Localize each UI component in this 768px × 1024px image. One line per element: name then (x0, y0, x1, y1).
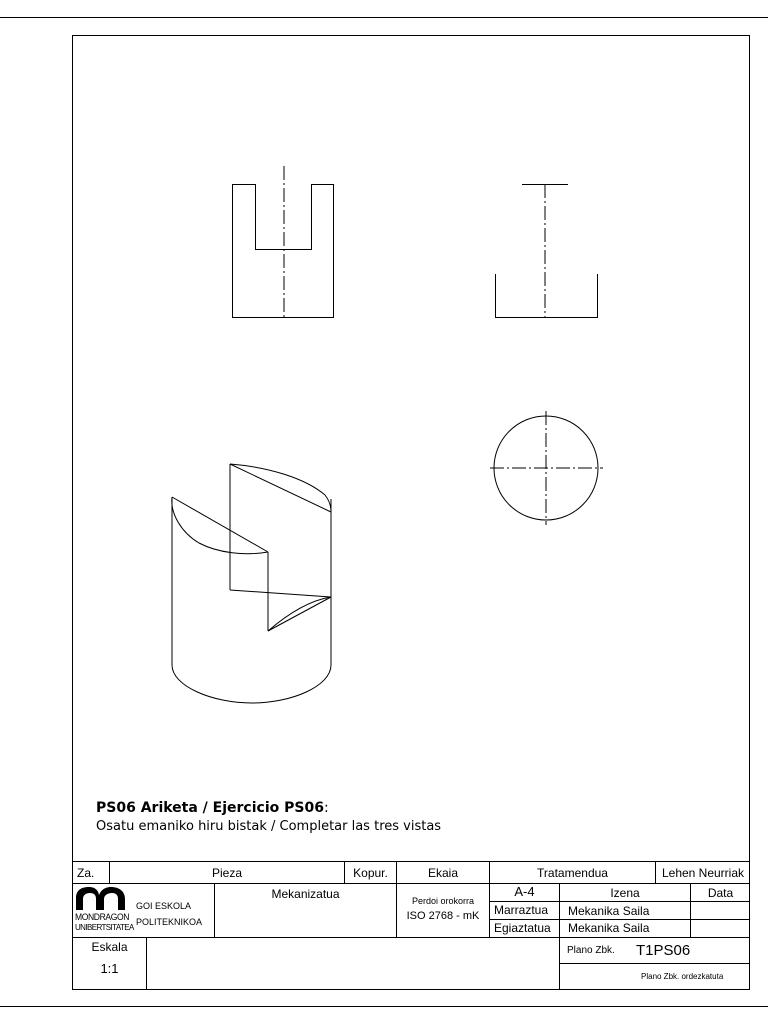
sheet-size: A-4 (514, 884, 535, 899)
checked-by-value: Mekanika Saila (568, 921, 650, 935)
exercise-subtitle: Osatu emaniko hiru bistak / Completar las tres vistas (96, 819, 442, 834)
process-value: Mekanizatua (271, 887, 340, 901)
school-line1: GOI ESKOLA (136, 901, 192, 911)
data-label: Data (707, 886, 734, 900)
mondragon-logo-mark (76, 887, 125, 910)
exercise-heading (96, 801, 329, 815)
exercise-heading-bold: PS06 Ariketa / Ejercicio PS06 (96, 800, 324, 816)
col-pieza-label: Pieza (211, 866, 243, 880)
col-tratamendua-label: Tratamendua (537, 866, 608, 880)
plano-replaced-label: Plano Zbk. ordezkatuta (641, 972, 724, 981)
logo-text-line1: MONDRAGON (75, 912, 130, 922)
tolerance-value: ISO 2768 - mK (406, 910, 480, 922)
col-ekaia-label: Ekaia (427, 866, 459, 880)
col-kopur-label: Kopur. (353, 866, 388, 880)
plano-label: Plano Zbk. (567, 945, 615, 956)
izena-label: Izena (610, 886, 640, 900)
school-line2: POLITEKNIKOA (136, 917, 203, 927)
front-view (233, 166, 334, 320)
drawn-by-value: Mekanika Saila (568, 904, 650, 918)
isometric-view (172, 464, 331, 703)
plano-value: T1PS06 (636, 942, 691, 959)
col-za-label: Za. (77, 866, 95, 880)
top-view (490, 411, 603, 525)
exercise-heading-colon: : (323, 800, 329, 816)
col-lehen-neurriak-label: Lehen Neurriak (661, 866, 745, 880)
marraztua-label: Marraztua (494, 903, 549, 917)
side-view (496, 184, 598, 318)
tolerance-label: Perdoi orokorra (411, 896, 475, 906)
eskala-label: Eskala (91, 940, 128, 954)
eskala-value: 1:1 (100, 961, 119, 976)
logo-text-line2: UNIBERTSITATEA (75, 923, 134, 932)
egiaztatua-label: Egiaztatua (494, 921, 551, 935)
